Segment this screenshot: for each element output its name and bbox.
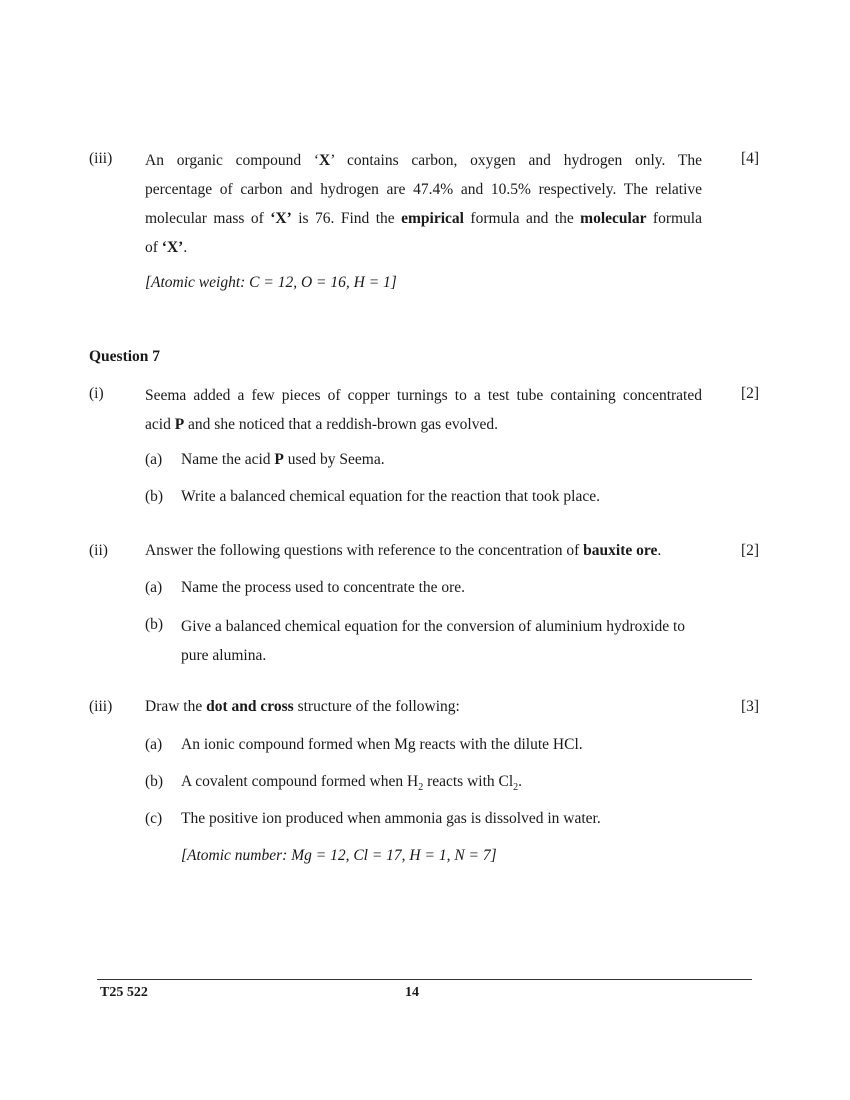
paper-code: T25 522 bbox=[100, 985, 148, 1000]
question-text: Draw the dot and cross structure of the following: bbox=[145, 698, 460, 715]
subpart-label: (a) bbox=[145, 736, 163, 753]
atomic-weight-note: [Atomic weight: C = 12, O = 16, H = 1] bbox=[145, 274, 397, 291]
marks: [2] bbox=[741, 385, 760, 402]
subpart-text: Write a balanced chemical equation for the reaction that took place. bbox=[181, 488, 600, 505]
subpart-label: (b) bbox=[145, 773, 164, 790]
page-number: 14 bbox=[405, 985, 419, 1000]
subpart-label: (c) bbox=[145, 810, 163, 827]
question-number: (iii) bbox=[89, 698, 113, 715]
subpart-text: The positive ion produced when ammonia gas is dissolved in water. bbox=[181, 810, 601, 827]
question-text: Answer the following questions with reference to the concentration of bauxite ore. bbox=[145, 542, 662, 559]
subpart-text: Name the acid P used by Seema. bbox=[181, 451, 385, 468]
marks: [2] bbox=[741, 542, 760, 559]
footer-divider bbox=[97, 979, 752, 980]
marks: [3] bbox=[741, 698, 760, 715]
subpart-label: (a) bbox=[145, 451, 163, 468]
subpart-text: A covalent compound formed when $H_2$ reacts with $Cl_2$. bbox=[181, 773, 523, 794]
subpart-label: (b) bbox=[145, 488, 164, 505]
question-text: An organic compound ‘X’ contains carbon, oxygen and hydrogen only. The percentage of carbon and hydrogen are 47.4% and 10.5% respectively. The relative molecular mass of ‘X’ is 76. Find the empirical formula and the molecular formula of ‘X’. bbox=[145, 152, 702, 256]
subpart-text: Name the process used to concentrate the ore. bbox=[181, 579, 466, 596]
subpart-label: (a) bbox=[145, 579, 163, 596]
question-number: (iii) bbox=[89, 150, 113, 167]
marks: [4] bbox=[741, 150, 760, 167]
subpart-text: Give a balanced chemical equation for the conversion of aluminium hydroxide to pure alumina. bbox=[181, 618, 686, 664]
question-number: (ii) bbox=[89, 542, 108, 559]
question-number: (i) bbox=[89, 385, 104, 402]
subpart-label: (b) bbox=[145, 616, 164, 633]
question-heading: Question 7 bbox=[89, 348, 161, 365]
subpart-text: An ionic compound formed when Mg reacts with the dilute HCl. bbox=[181, 736, 583, 753]
question-text: Seema added a few pieces of copper turnings to a test tube containing concentrated acid P and she noticed that a reddish-brown gas evolved. bbox=[145, 387, 702, 433]
atomic-number-note: [Atomic number: Mg = 12, Cl = 17, H = 1, N = 7] bbox=[181, 847, 497, 864]
